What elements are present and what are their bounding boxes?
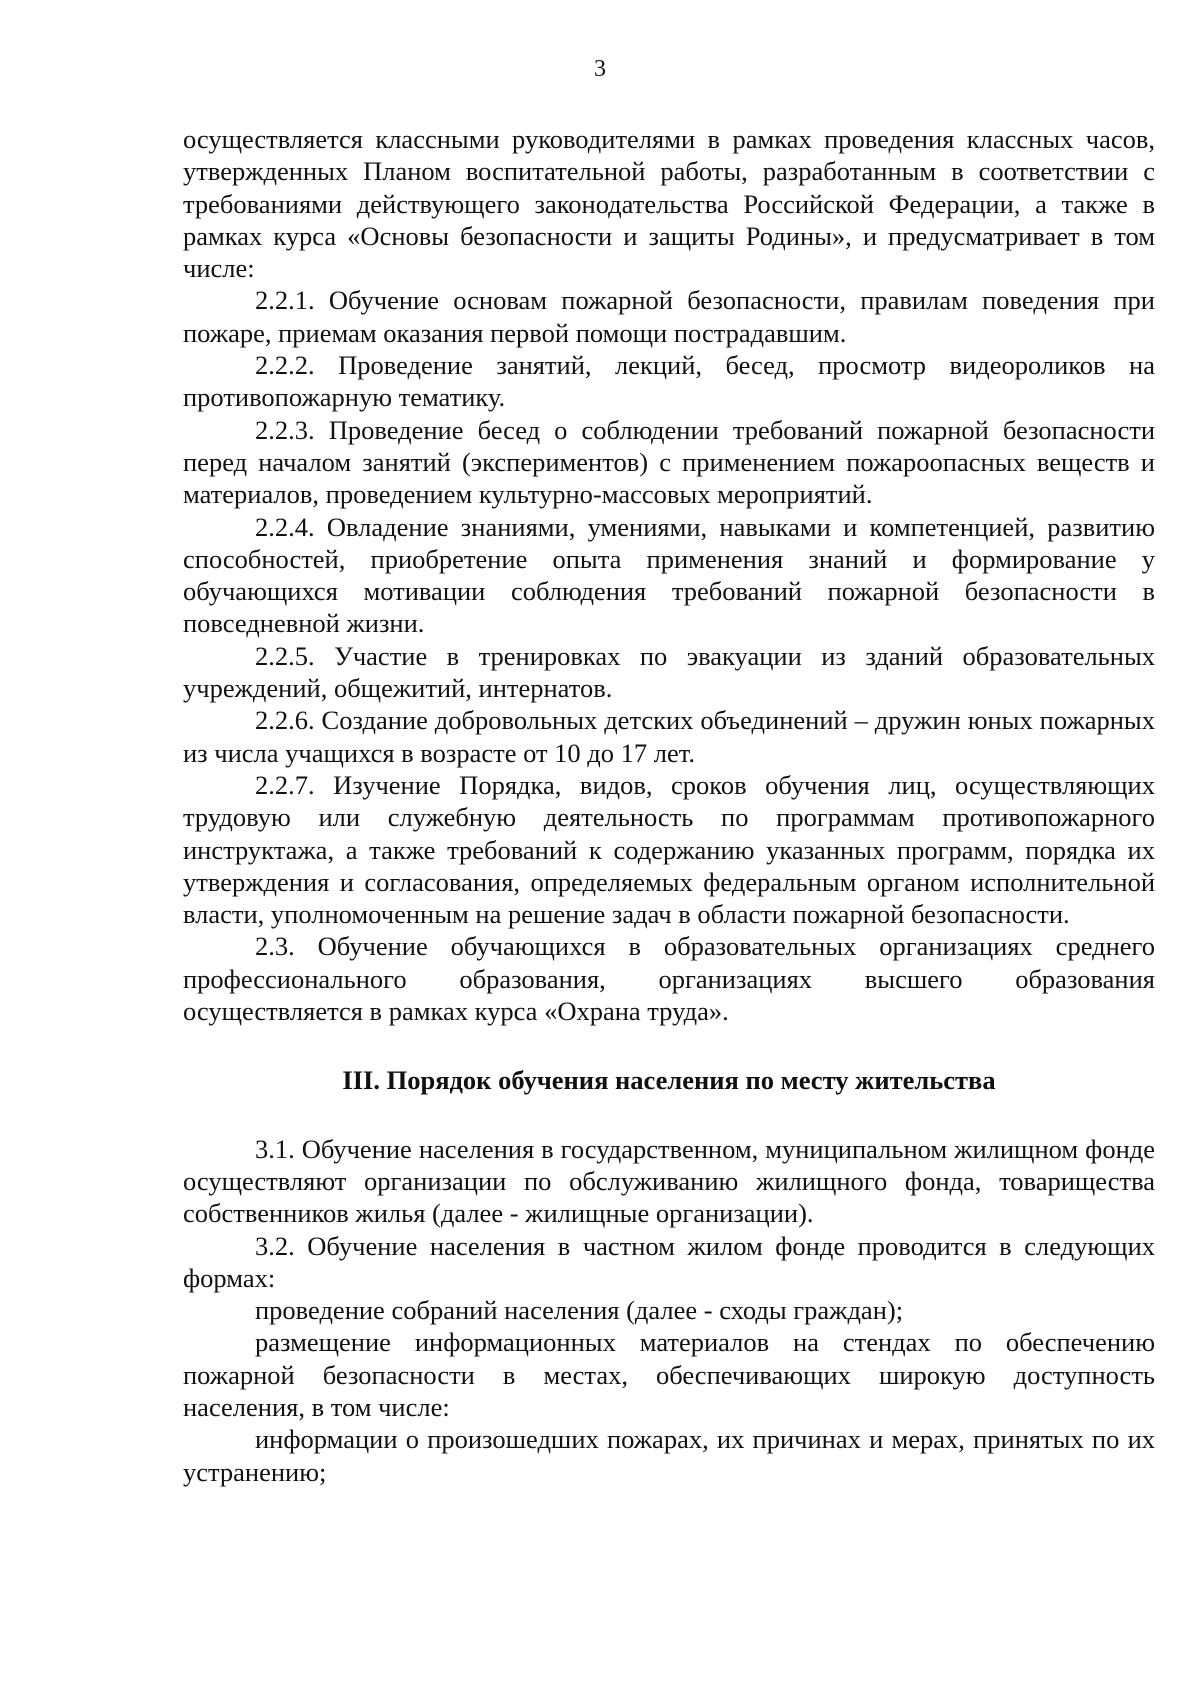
document-body (183, 123, 1155, 1488)
paragraph-2-2-7: 2.2.7. Изучение Порядка, видов, сроков обучения лиц, осуществляющих трудовую или служебную деятельность по программам противопожарного инструктажа, а также требований к содержанию указанных программ, порядка их утверждения и согласования, определяемых федеральным органом исполнительной власти, уполномоченным на решение задач в области пожарной безопасности. (183, 769, 1155, 930)
paragraph-2-2-1: 2.2.1. Обучение основам пожарной безопасности, правилам поведения при пожаре, приемам оказания первой помощи пострадавшим. (183, 285, 1155, 348)
paragraph-3-1: 3.1. Обучение населения в государственном, муниципальном жилищном фонде осуществляют организации по обслуживанию жилищного фонда, товарищества собственников жилья (далее - жилищные организации). (183, 1133, 1155, 1229)
paragraph-form-stands: размещение информационных материалов на стендах по обеспечению пожарной безопасности в местах, обеспечивающих широкую доступность населения, в том числе: (183, 1327, 1155, 1422)
section2-intro-paragraph: осуществляется классными руководителями в рамках проведения классных часов, утвержденных Планом воспитательной работы, разработанным в соответствии с требованиями действующего законодательства Российской Федерации, а также в рамках курса «Основы безопасности и защиты Родины», и предусматривает в том числе: (183, 124, 1155, 284)
paragraph-2-2-6: 2.2.6. Создание добровольных детских объединений – дружин юных пожарных из числа учащихся в возрасте от 10 до 17 лет. (183, 705, 1155, 768)
paragraph-3-2: 3.2. Обучение населения в частном жилом фонде проводится в следующих формах: (183, 1230, 1155, 1293)
paragraph-2-2-5: 2.2.5. Участие в тренировках по эвакуации из зданий образовательных учреждений, общежитий, интернатов. (183, 640, 1155, 704)
paragraph-2-3: 2.3. Обучение обучающихся в образовательных организациях среднего профессионального образования, организациях высшего образования осуществляется в рамках курса «Охрана труда». (183, 931, 1155, 1027)
section-heading: III. Порядок обучения населения по месту жительства (342, 1065, 996, 1096)
paragraph-fire-info: информации о произошедших пожарах, их причинах и мерах, принятых по их устранению; (183, 1424, 1155, 1487)
page-number: 3 (594, 56, 606, 82)
paragraph-2-2-4: 2.2.4. Овладение знаниями, умениями, навыками и компетенцией, развитию способностей, приобретение опыта применения знаний и формирование у обучающихся мотивации соблюдения требований пожарной безопасности в повседневной жизни. (183, 511, 1155, 639)
paragraph-2-2-3: 2.2.3. Проведение бесед о соблюдении требований пожарной безопасности перед началом занятий (экспериментов) с применением пожароопасных веществ и материалов, проведением культурно-массовых мероприятий. (183, 414, 1155, 510)
paragraph-2-2-2: 2.2.2. Проведение занятий, лекций, бесед, просмотр видеороликов на противопожарную тематику. (183, 350, 1155, 413)
paragraph-form-meetings: проведение собраний населения (далее - сходы граждан); (255, 1295, 904, 1326)
